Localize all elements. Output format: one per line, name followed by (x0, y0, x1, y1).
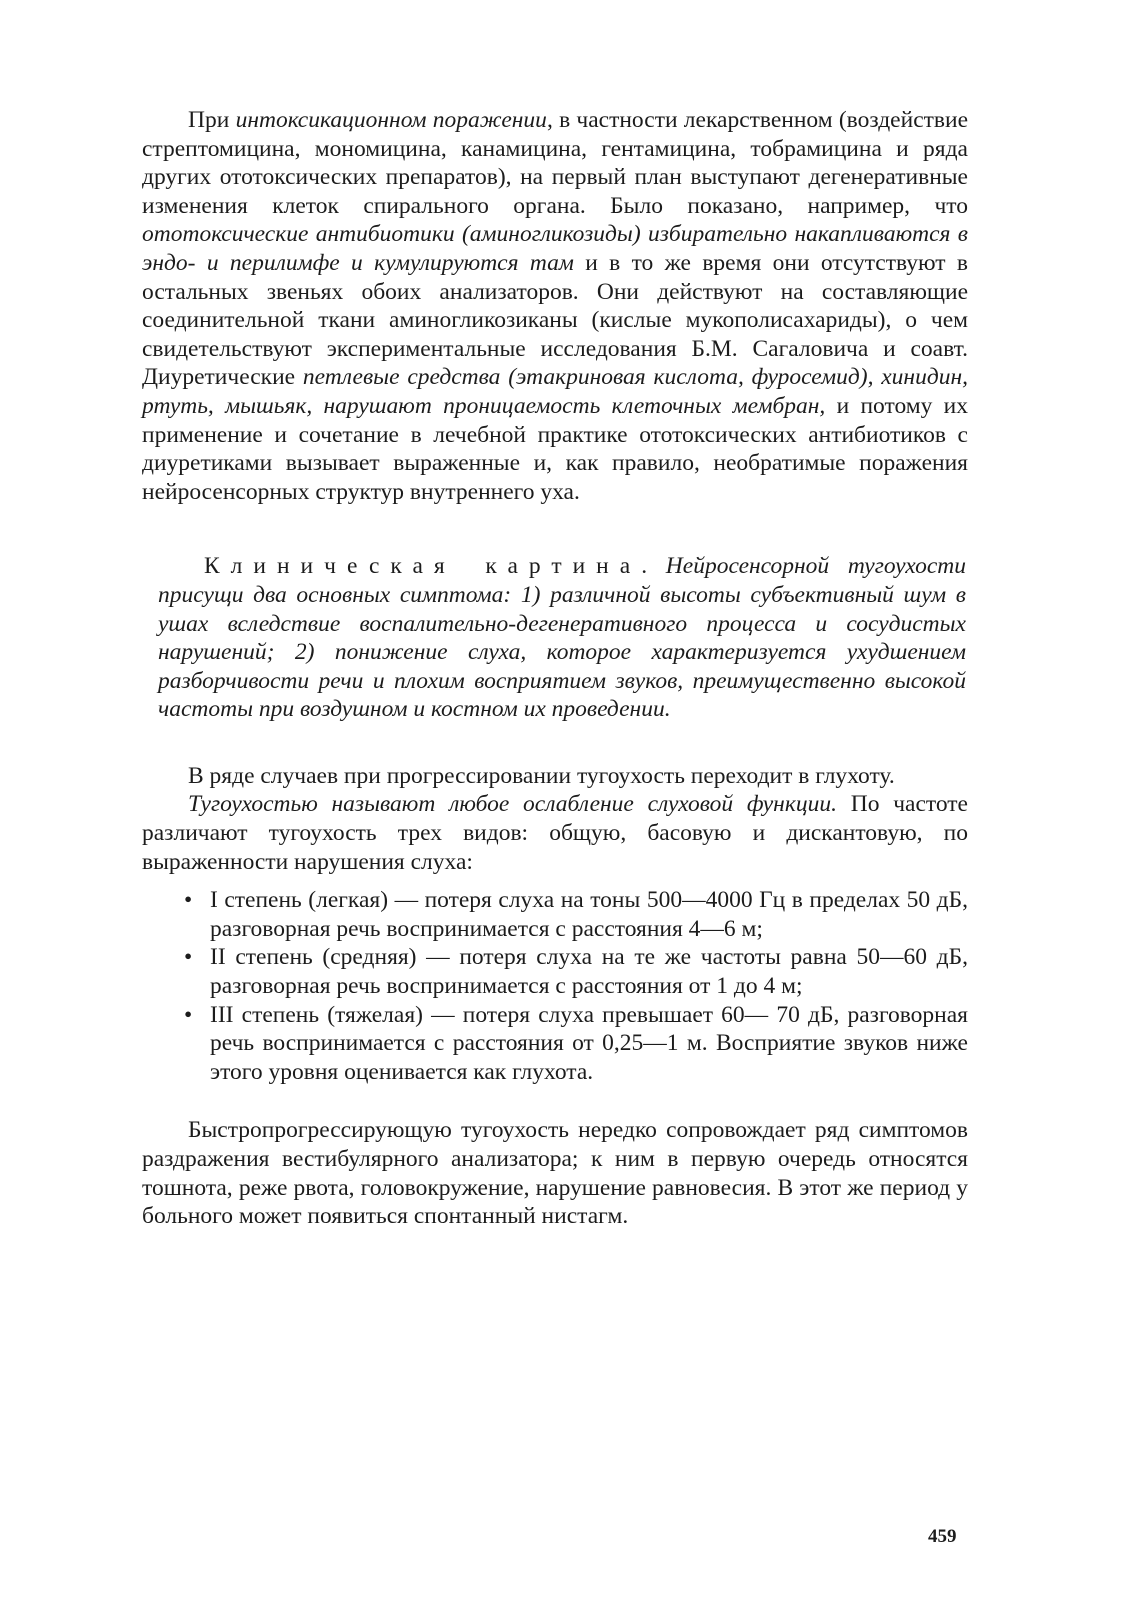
paragraph-definition (142, 790, 968, 876)
degree-list (142, 886, 968, 1086)
list-item (184, 1001, 968, 1087)
page-body (142, 106, 968, 1231)
page-number: 459 (928, 1526, 957, 1547)
heading-dot: . (641, 553, 666, 580)
emphasis-run: интоксикационном поражении (235, 107, 547, 133)
bullet-icon: • (184, 944, 193, 971)
list-item-text: II степень (средняя) — потеря слуха на те же частоты равна 50—60 дБ, разговорная речь воспринимается с расстояния от 1 до 4 м; (210, 944, 968, 1000)
text-run: По частоте различают тугоухость трех видов: общую, басовую и дискантовую, по выраженности нарушения слуха: (142, 791, 968, 875)
text-run: и в то же время они отсутствуют в остальных звеньях обоих анализаторов. Они действуют на составляющие соединительной ткани аминогликозиканы (кислые мукополисахариды), о чем свидетельствуют экспериментальные исследования Б.М. Сагаловича и соавт. Диуретические (142, 249, 968, 391)
paragraph-progressive-hearing-loss: Быстропрогрессирующую тугоухость нередко сопровождает ряд симптомов раздражения вестибулярного анализатора; к ним в первую очередь относятся тошнота, реже рвота, головокружение, нарушение равновесия. В этот же период у больного может появиться спонтанный нистагм. (142, 1117, 968, 1230)
list-item-text: I степень (легкая) — потеря слуха на тоны 500—4000 Гц в пределах 50 дБ, разговорная речь воспринимается с расстояния 4—6 м; (210, 887, 968, 942)
section-heading: Клиническая картина (204, 553, 642, 580)
emphasis-run: петлевые средства (этакриновая кислота, фуросемид), хинидин, ртуть, мышьяк, нарушают проницаемость клеточных мембран, (142, 364, 969, 419)
paragraph-clinical-picture (158, 552, 966, 724)
bullet-icon: • (184, 887, 193, 914)
list-item (184, 943, 968, 1000)
list-item-text: III степень (тяжелая) — потеря слуха превышает 60— 70 дБ, разговорная речь воспринимается с расстояния от 0,25—1 м. Восприятие звуков ниже этого уровня оценивается как глухота. (210, 1001, 968, 1085)
paragraph-deafness: В ряде случаев при прогрессировании тугоухость переходит в глухоту. (188, 762, 895, 789)
emphasis-run: ототоксические антибиотики (аминогликозиды) избирательно накапливаются в эндо- и перилимфе и кумулируются там (142, 221, 968, 276)
list-item (184, 886, 968, 943)
clinical-text: Нейросенсорной тугоухости присущи два основных симптома: 1) различной высоты субъективный шум в ушах вследствие воспалительно-дегенеративного процесса и сосудистых нарушений; 2) понижение слуха, которое характеризуется ухудшением разборчивости речи и плохим восприятием звуков, преимущественно высокой частоты при воздушном и костном их проведении. (158, 553, 967, 723)
paragraph-intoxication (142, 106, 968, 506)
definition-emphasis: Тугоухостью называют любое ослабление слуховой функции. (188, 791, 837, 818)
text-run: При (188, 107, 236, 133)
text-run: , в частности лекарственном (воздействие стрептомицина, мономицина, канамицина, гентамицина, тобрамицина и ряда других ототоксических препаратов), на первый план выступают дегенеративные изменения клеток спирального органа. Было показано, например, что (142, 107, 968, 219)
text-run: и потому их применение и сочетание в лечебной практике ототоксических антибиотиков с диуретиками вызывает выраженные и, как правило, необратимые поражения нейросенсорных структур внутреннего уха. (142, 392, 968, 505)
bullet-icon: • (184, 1001, 193, 1028)
